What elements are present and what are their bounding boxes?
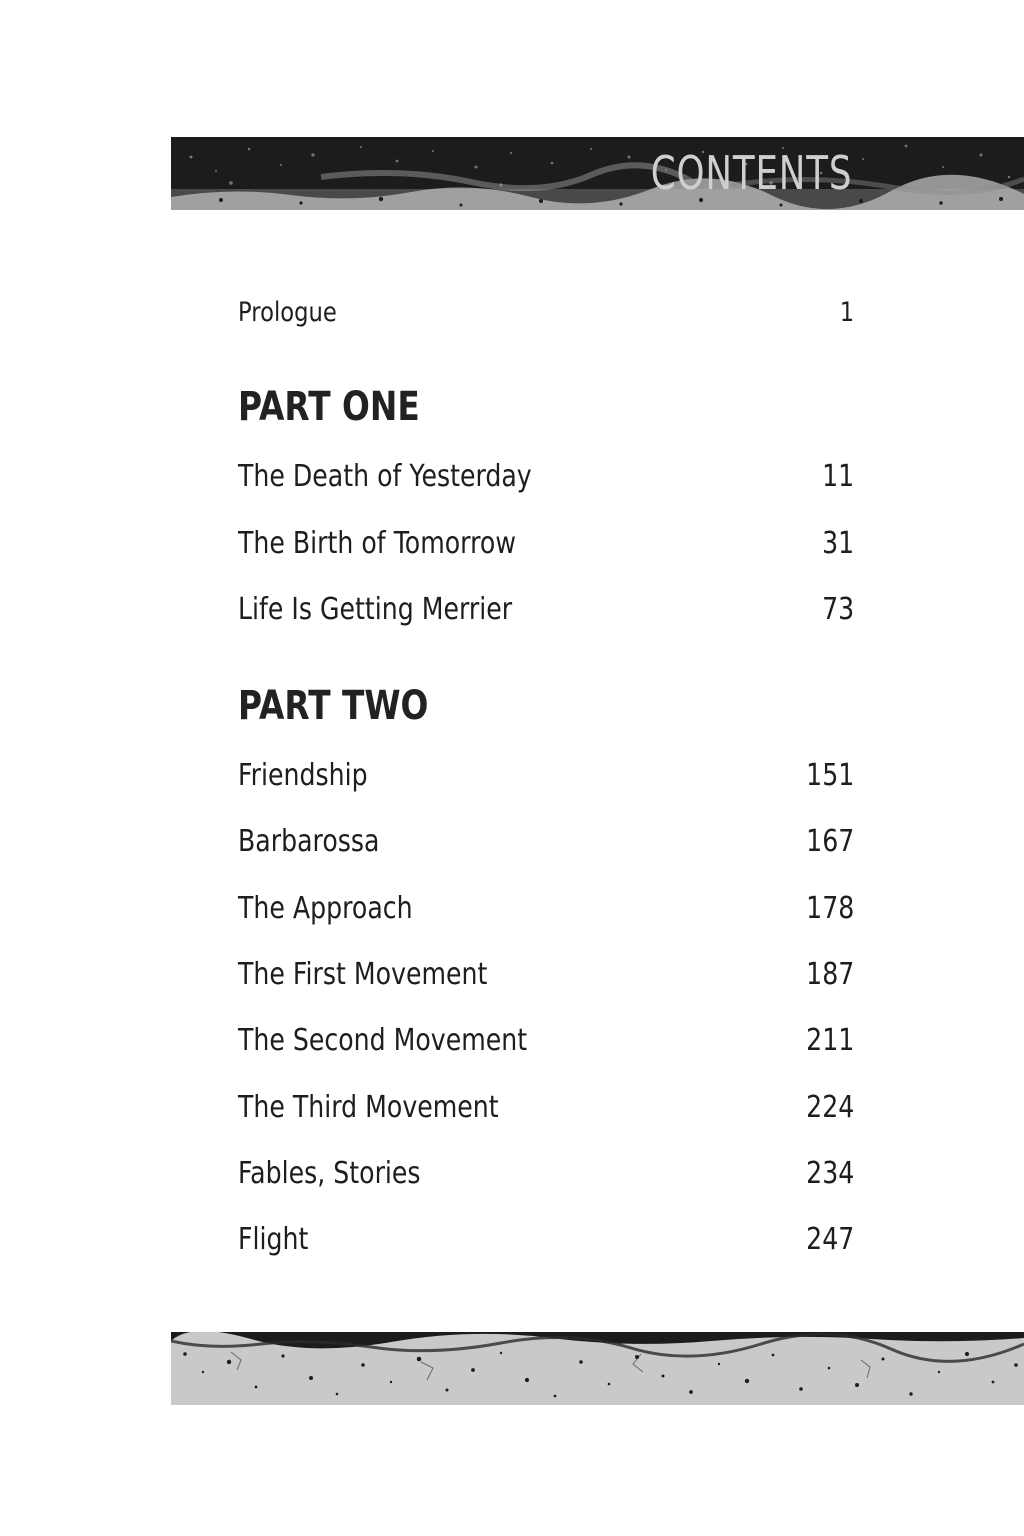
toc-entry[interactable] [238,1153,854,1193]
grunge-texture-footer [171,1332,1024,1405]
toc-entry-page: 187 [805,956,854,992]
footer-band [171,1332,1024,1405]
toc-entry[interactable] [238,1219,854,1259]
toc-entry[interactable] [238,523,854,563]
toc-entry-title: Friendship [238,757,368,793]
toc-entry-title: The Third Movement [238,1089,499,1125]
contents-header-band [171,137,1024,210]
toc-entry-title: The Birth of Tomorrow [238,525,516,561]
toc-entry-page: 247 [805,1221,854,1257]
grunge-texture-header [171,137,1024,210]
toc-entry-page: 224 [805,1089,854,1125]
toc-entry-page: 211 [805,1022,854,1058]
toc-entry-title: Prologue [238,296,337,328]
contents-title: CONTENTS [650,146,852,200]
toc-entry[interactable] [238,821,854,861]
toc-entry-title: The Death of Yesterday [238,458,532,494]
toc-entry-page: 73 [821,591,854,627]
toc-entry[interactable] [238,888,854,928]
toc-entry[interactable] [238,1020,854,1060]
toc-entry-prologue[interactable] [238,292,854,332]
toc-entry-page: 1 [839,296,854,328]
toc-entry[interactable] [238,589,854,629]
toc-entry-page: 31 [821,525,854,561]
toc-entry-page: 178 [805,890,854,926]
toc-entry-title: The Approach [238,890,413,926]
part-heading-one: PART ONE [238,384,420,430]
toc-entry[interactable] [238,954,854,994]
toc-entry[interactable] [238,755,854,795]
toc-entry-title: Fables, Stories [238,1155,421,1191]
toc-entry-page: 234 [805,1155,854,1191]
toc-entry-page: 11 [821,458,854,494]
toc-entry-title: The Second Movement [238,1022,528,1058]
toc-entry-title: Barbarossa [238,823,380,859]
toc-entry-page: 167 [805,823,854,859]
part-heading-two: PART TWO [238,683,429,729]
toc-entry-title: The First Movement [238,956,488,992]
toc-entry-title: Flight [238,1221,309,1257]
toc-entry[interactable] [238,1087,854,1127]
toc-entry-page: 151 [805,757,854,793]
toc-entry[interactable] [238,456,854,496]
toc-entry-title: Life Is Getting Merrier [238,591,513,627]
